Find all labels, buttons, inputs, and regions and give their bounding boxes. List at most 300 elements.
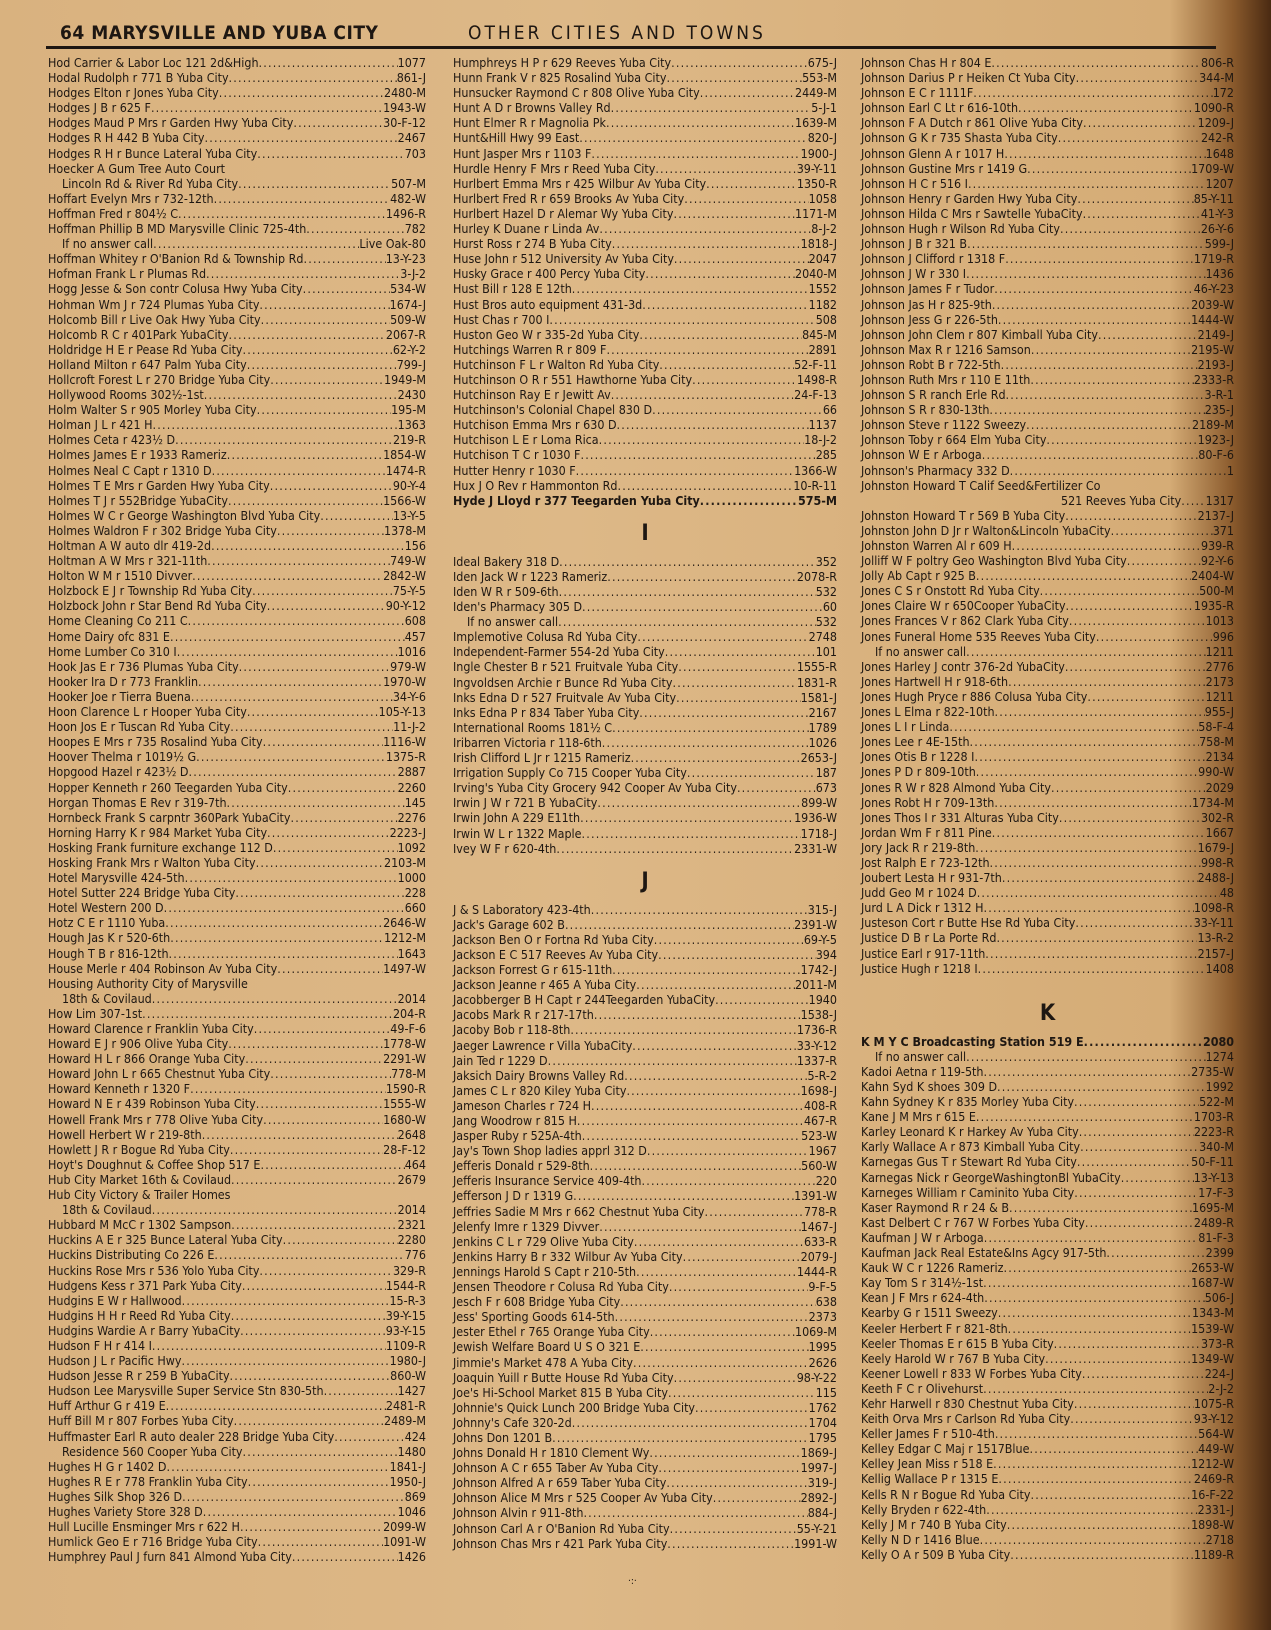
dot-leader [230, 1142, 383, 1157]
listing-phone: 464 [404, 1156, 426, 1172]
listing-row [453, 1460, 837, 1475]
listing-phone: 2891 [808, 341, 837, 357]
listing-phone: 49-F-6 [390, 1021, 426, 1036]
listing-phone: 93-Y-15 [385, 1322, 426, 1338]
listing-name: Johnson Earl C Lt r 616-10th [861, 100, 1019, 116]
listing-name: Kellig Wallace P r 1315 E [861, 1471, 999, 1487]
listing-name: Justeson Cort r Butte Hse Rd Yuba City [861, 915, 1076, 931]
listing-name: Jones Hugh Pryce r 886 Colusa Yuba City [861, 688, 1088, 704]
dot-leader [235, 885, 404, 900]
listing-phone: 24-F-13 [794, 387, 837, 403]
listing-row [48, 130, 426, 145]
dot-leader [612, 962, 800, 977]
listing-phone: 319-J [807, 1475, 837, 1491]
listing-name: Howell Herbert W r 219-8th [48, 1126, 202, 1142]
listing-phone: 860-W [390, 1368, 426, 1384]
listing-row [861, 387, 1234, 402]
listing-row [453, 1083, 837, 1098]
listing-phone: 1069-M [794, 1324, 837, 1340]
listing-row [861, 1170, 1234, 1185]
listing-name: Hotel Sutter 224 Bridge Yuba City [48, 885, 236, 901]
dot-leader [633, 1355, 809, 1370]
listing-name: Karly Wallace A r 873 Kimball Yuba City [861, 1139, 1081, 1155]
dot-leader [293, 115, 383, 130]
listing-phone: 2648 [397, 1126, 426, 1142]
listing-row [48, 810, 426, 825]
dot-leader [597, 795, 801, 810]
listing-phone: 599-J [1204, 236, 1234, 252]
listing-name: Holmes Ceta r 423½ D [48, 432, 176, 448]
listing-row [48, 1217, 426, 1232]
listing-row [453, 432, 837, 447]
listing-phone: 1090-R [1193, 100, 1234, 116]
listing-phone: 66 [822, 402, 837, 418]
dot-leader [1046, 432, 1197, 447]
listing-phone: 424 [404, 1428, 426, 1444]
listing-row [48, 1081, 426, 1096]
listing-name: Hubbard M McC r 1302 Sampson [48, 1217, 232, 1233]
listing-row [453, 1068, 837, 1083]
listing-row [48, 915, 426, 930]
listing-phone: 13-Y-13 [1193, 1169, 1234, 1185]
listing-name: Hodges Maud P Mrs r Garden Hwy Yuba City [48, 115, 294, 131]
dot-leader [973, 85, 1212, 100]
listing-row [861, 402, 1234, 417]
listing-row [453, 417, 837, 432]
listing-row [48, 176, 426, 191]
listing-phone: 1436 [1205, 266, 1234, 282]
listing-row [453, 206, 837, 221]
dot-leader [254, 1021, 391, 1036]
dot-leader [1027, 161, 1191, 176]
listing-phone: 2481-R [385, 1398, 426, 1414]
listing-row [453, 1430, 837, 1445]
listing-row [48, 312, 426, 327]
listing-name: Johnson S R ranch Erle Rd [861, 387, 1006, 403]
listing-row [453, 992, 837, 1007]
listing-name: Irwin W L r 1322 Maple [453, 825, 582, 841]
listing-row [48, 1504, 426, 1519]
listing-phone: 1841-J [389, 1458, 426, 1474]
listing-row [48, 342, 426, 357]
listing-phone: 884-J [807, 1505, 837, 1521]
listing-row [861, 644, 1234, 659]
dot-leader [277, 523, 384, 538]
listing-name: Hunt Elmer R r Magnolia Pk [453, 115, 606, 131]
listing-name: Jackson Forrest G r 615-11th [453, 962, 613, 978]
dot-leader [582, 1128, 801, 1143]
dot-leader [247, 357, 397, 372]
listing-row [861, 825, 1234, 840]
listing-phone: 1026 [808, 734, 837, 750]
listing-row [48, 387, 426, 402]
listing-row [861, 417, 1234, 432]
listing-row [453, 251, 837, 266]
listing-row [48, 825, 426, 840]
listing-name: Hutchison T C r 1030 F [453, 447, 581, 463]
listing-name: Johnson F A Dutch r 861 Olive Yuba City [861, 115, 1083, 131]
listing-phone: 242-R [1200, 130, 1234, 146]
dot-leader [182, 1489, 405, 1504]
listing-phone: 90-Y-4 [392, 477, 426, 493]
column-1 [48, 55, 426, 1564]
dot-leader [207, 553, 390, 568]
dot-leader [713, 1490, 801, 1505]
listing-phone: 2333-R [1193, 371, 1234, 387]
listing-phone: 2646-W [383, 915, 426, 931]
listing-name: Jones L I r Linda [861, 719, 950, 735]
dot-leader [995, 1426, 1198, 1441]
dot-leader [674, 251, 809, 266]
dot-leader [1002, 870, 1198, 885]
dot-leader [1076, 70, 1199, 85]
listing-phone: 1 [1226, 462, 1234, 478]
listing-row [861, 1411, 1234, 1426]
listing-name: Hull Lucille Ensminger Mrs r 622 H [48, 1519, 240, 1535]
dot-leader [175, 432, 393, 447]
listing-phone: 15-R-3 [389, 1292, 426, 1308]
listing-phone: 2260 [397, 779, 426, 795]
listing-row [861, 191, 1234, 206]
listing-row [453, 735, 837, 750]
listing-row [861, 734, 1234, 749]
listing-row [861, 613, 1234, 628]
dot-leader [198, 674, 383, 689]
dot-leader [1001, 357, 1198, 372]
listing-phone: 1943-W [383, 100, 426, 116]
dot-leader [1060, 221, 1201, 236]
listing-name-line: Johnston Howard T Calif Seed&Fertilizer Co [861, 477, 1101, 493]
listing-name: Kehr Harwell r 830 Chestnut Yuba City [861, 1395, 1074, 1411]
listing-phone: 2014 [397, 1202, 426, 1218]
listing-name: Holmes Waldron F r 302 Bridge Yuba City [48, 522, 277, 538]
listing-phone: 2137-J [1197, 507, 1234, 523]
listing-phone: 1207 [1205, 175, 1234, 191]
listing-name: 521 Reeves Yuba City [1061, 492, 1182, 508]
listing-phone: 1189-R [1193, 1546, 1234, 1562]
listing-name: Hub City Market 16th & Covilaud [48, 1171, 232, 1187]
listing-phone: 939-R [1200, 538, 1234, 553]
dot-leader [986, 1502, 1197, 1517]
listing-phone: 507-M [391, 175, 426, 191]
listing-row [861, 1079, 1234, 1094]
dot-leader [164, 900, 405, 915]
listing-row [48, 1278, 426, 1293]
listing-name: Joubert Lesta H r 931-7th [861, 870, 1002, 886]
listing-phone: 8-J-2 [811, 221, 837, 237]
listing-name: Jesch F r 608 Bridge Yuba City [453, 1294, 621, 1310]
dot-leader [1077, 191, 1193, 206]
listing-phone: 482-W [390, 190, 426, 206]
listing-phone: 2404-W [1191, 568, 1234, 584]
listing-phone: 758-M [1199, 734, 1234, 750]
dot-leader [192, 568, 383, 583]
listing-row [861, 629, 1234, 644]
listing-name: Kaufman Jack Real Estate&Ins Agcy 917-5th [861, 1245, 1107, 1261]
dot-leader [668, 1385, 816, 1400]
listing-phone: 1936-W [794, 810, 837, 826]
listing-name: Johnson Jas H r 825-9th [861, 296, 992, 312]
listing-name: Johnson W E r Arboga [861, 447, 982, 463]
listing-name: Residence 560 Cooper Yuba City [62, 1443, 243, 1459]
listing-row [453, 372, 837, 387]
listing-row [861, 146, 1234, 161]
listing-row [861, 176, 1234, 191]
listing-name: Howard Kenneth r 1320 F [48, 1081, 191, 1097]
listing-name-line: Hoecker A Gum Tree Auto Court [48, 160, 226, 176]
listing-name: Hudgins Wardie A r Barry YubaCity [48, 1322, 241, 1338]
listing-row [453, 478, 837, 493]
listing-name: Holcomb Bill r Live Oak Hwy Yuba City [48, 311, 261, 327]
listing-name: Huckins A E r 325 Bunce Lateral Yuba City [48, 1232, 283, 1248]
listing-row [453, 720, 837, 735]
listing-row [861, 946, 1234, 961]
listing-row [861, 236, 1234, 251]
dot-leader [976, 764, 1198, 779]
dot-leader [580, 447, 815, 462]
listing-row [48, 795, 426, 810]
dot-leader [177, 644, 398, 659]
dot-leader [989, 402, 1204, 417]
listing-phone: 1900-J [800, 145, 837, 161]
dot-leader [219, 85, 384, 100]
dot-leader [706, 176, 797, 191]
listing-row [453, 977, 837, 992]
listing-phone: 1375-R [385, 749, 426, 765]
listing-phone: 1378-M [383, 522, 426, 538]
dot-leader [166, 1398, 386, 1413]
listing-name: Huston Geo W r 335-2d Yuba City [453, 326, 640, 342]
dot-leader [259, 297, 389, 312]
listing-row [861, 1517, 1234, 1532]
dot-leader [615, 1309, 809, 1324]
listing-row [453, 1098, 837, 1113]
dot-leader [206, 266, 400, 281]
dot-leader [1008, 674, 1206, 689]
listing-name: Jones P D r 809-10th [861, 764, 976, 780]
listing-phone: 16-F-22 [1191, 1486, 1234, 1502]
listing-name: Holm Walter S r 905 Morley Yuba City [48, 402, 257, 418]
listing-name: Hudson J L r Pacific Hwy [48, 1353, 182, 1369]
listing-phone: 1590-R [385, 1081, 426, 1097]
listing-phone: 799-J [396, 356, 426, 372]
dot-leader [1007, 1517, 1191, 1532]
listing-name: Home Lumber Co 310 I [48, 643, 177, 659]
listing-phone: 371 [1212, 522, 1234, 538]
dot-leader [1074, 1094, 1199, 1109]
listing-row [453, 917, 837, 932]
listing-name: Johnson Glenn A r 1017 H [861, 145, 1005, 161]
listing-row [861, 1245, 1234, 1260]
listing-row [48, 432, 426, 447]
listing-name: Jones L Elma r 822-10th [861, 704, 995, 720]
listing-phone: 41-Y-3 [1200, 205, 1234, 221]
listing-name: Karneges William r Caminito Yuba City [861, 1184, 1075, 1200]
listing-phone: 2291-W [383, 1051, 426, 1067]
listing-phone: 1643 [397, 945, 426, 961]
dot-leader [1029, 1441, 1198, 1456]
listing-row [861, 810, 1234, 825]
listing-name: Jones Harley J contr 376-2d YubaCity [861, 658, 1065, 674]
listing-phone: 1544-R [385, 1277, 426, 1293]
listing-row [861, 1381, 1234, 1396]
listing-phone: 996 [1212, 628, 1234, 644]
listing-row [453, 659, 837, 674]
dot-leader [229, 327, 386, 342]
listing-row [48, 1459, 426, 1474]
listing-phone: 1092 [397, 839, 426, 855]
dot-leader [666, 1475, 807, 1490]
listing-phone: 1667 [1205, 824, 1234, 840]
listing-name: Kauk W C r 1226 Rameriz [861, 1260, 1004, 1276]
dot-leader [666, 70, 802, 85]
listing-row [861, 1215, 1234, 1230]
listing-name: Jones Frances V r 862 Clark Yuba City [861, 613, 1069, 629]
listing-phone: 1337-R [796, 1052, 837, 1068]
listing-row [48, 1232, 426, 1247]
listing-phone: 1818-J [800, 236, 837, 252]
listing-name: Johnson Max R r 1216 Samson [861, 341, 1031, 357]
listing-phone: 1698-J [800, 1082, 837, 1098]
listing-row [861, 1154, 1234, 1169]
listing-name: Jefferson J D r 1319 G [453, 1188, 574, 1204]
listing-name: Keeler Herbert F r 821-8th [861, 1320, 1008, 1336]
listing-phone: 1923-J [1197, 432, 1234, 448]
dot-leader [976, 1109, 1194, 1124]
listing-phone: 1762 [808, 1399, 837, 1415]
dot-leader [205, 130, 398, 145]
listing-phone: 2735-W [1191, 1063, 1234, 1079]
listing-phone: 660 [404, 900, 426, 916]
dot-leader [1069, 613, 1206, 628]
dot-leader [984, 1290, 1204, 1305]
listing-name: Huse John r 512 University Av Yuba City [453, 251, 674, 267]
listing-phone: 1778-W [383, 1036, 426, 1052]
listing-row [453, 1128, 837, 1143]
listing-phone: 34-Y-6 [392, 688, 426, 704]
listing-row [48, 991, 426, 1006]
listing-phone: 1496-R [385, 205, 426, 221]
listing-phone: 990-W [1198, 764, 1234, 780]
listing-name: Hutter Henry r 1030 F [453, 462, 576, 478]
listing-row [453, 161, 837, 176]
listing-row [861, 1064, 1234, 1079]
listing-phone: 1211 [1205, 688, 1234, 704]
listing-row [453, 1370, 837, 1385]
listing-phone: 13-Y-5 [392, 507, 426, 523]
listing-phone: 1854-W [383, 447, 426, 463]
listing-phone: 1831-R [796, 674, 837, 690]
dot-leader [985, 946, 1197, 961]
dot-leader [620, 1294, 816, 1309]
listing-phone: 2331-W [794, 840, 837, 856]
listing-row [453, 1113, 837, 1128]
listing-name: Johnson Hugh r Wilson Rd Yuba City [861, 221, 1061, 237]
dot-leader [324, 1383, 398, 1398]
dot-leader [576, 463, 794, 478]
listing-row [48, 855, 426, 870]
listing-phone: 1212-M [383, 930, 426, 946]
listing-name: Hyde J Lloyd r 377 Teegarden Yuba City [453, 492, 700, 508]
listing-phone: 1408 [1205, 960, 1234, 976]
listing-row [861, 1547, 1234, 1562]
dot-leader [695, 1400, 809, 1415]
dot-leader [559, 554, 816, 569]
listing-phone: 50-F-11 [1191, 1154, 1234, 1170]
listing-row [453, 191, 837, 206]
listing-name: Hurdle Henry F Mrs r Reed Yuba City [453, 160, 656, 176]
listing-name: Hopper Kenneth r 260 Teegarden Yuba City [48, 779, 288, 795]
listing-name: Hogg Jesse & Son contr Colusa Hwy Yuba City [48, 281, 303, 297]
listing-phone: 58-F-4 [1198, 719, 1234, 735]
listing-phone: 523-W [801, 1128, 837, 1144]
listing-row [48, 1112, 426, 1127]
listing-name: Jurd L A Dick r 1312 H [861, 900, 984, 916]
listing-name: Jasper Ruby r 525A-4th [453, 1128, 582, 1144]
listing-name: Humphrey Paul J furn 841 Almond Yuba City [48, 1549, 292, 1565]
listing-name: Kelly Bryden r 622-4th [861, 1501, 987, 1517]
dot-leader [1066, 598, 1194, 613]
listing-name: Jefferis Insurance Service 409-4th [453, 1173, 642, 1189]
listing-row [453, 266, 837, 281]
listing-name: Irrigation Supply Co 715 Cooper Yuba City [453, 765, 687, 781]
listing-name: Johnson H C r 516 I [861, 175, 968, 191]
dot-leader [1065, 659, 1206, 674]
listing-row [861, 251, 1234, 266]
listing-phone: 806-R [1200, 55, 1234, 70]
listing-name: Johnson Chas Mrs r 421 Park Yuba City [453, 1535, 668, 1551]
dot-leader [673, 206, 795, 221]
dot-leader [1058, 130, 1201, 145]
listing-row [48, 1202, 426, 1217]
listing-row [48, 372, 426, 387]
dot-leader [231, 1172, 398, 1187]
dot-leader [248, 1474, 390, 1489]
listing-phone: 1555-W [383, 1096, 426, 1112]
listing-row [453, 765, 837, 780]
dot-leader [659, 357, 794, 372]
listing-name: J & S Laboratory 423-4th [453, 901, 591, 917]
listing-phone: 1016 [397, 643, 426, 659]
listing-name: Joaquin Yuill r Butte House Rd Yuba City [453, 1369, 674, 1385]
dot-leader [1051, 780, 1206, 795]
listing-name: Howard Clarence r Franklin Yuba City [48, 1021, 254, 1036]
listing-name: Holzbock John r Star Bend Rd Yuba City [48, 598, 267, 614]
dot-leader [611, 100, 812, 115]
listing-row [48, 1066, 426, 1081]
listing-phone: 1898-W [1191, 1516, 1234, 1532]
listing-name: Johnson Toby r 664 Elm Yuba City [861, 432, 1047, 448]
listing-phone: 2167 [808, 704, 837, 720]
listing-phone: 98-Y-22 [796, 1369, 837, 1385]
listing-phone: 1182 [808, 296, 837, 312]
listing-phone: 778-R [803, 1203, 837, 1219]
dot-leader [270, 1066, 391, 1081]
dot-leader [1026, 417, 1192, 432]
listing-name: Johnson's Pharmacy 332 D [861, 462, 1010, 478]
listing-phone: 1474-R [385, 462, 426, 478]
listing-name: Jess' Sporting Goods 614-5th [453, 1309, 615, 1325]
dot-leader [170, 930, 384, 945]
dot-leader [152, 1338, 386, 1353]
dot-leader [606, 115, 795, 130]
listing-name: Jackson Jeanne r 465 A Yuba City [453, 977, 637, 993]
dot-leader [303, 251, 385, 266]
listing-name: Hodges Elton r Jones Yuba City [48, 85, 219, 101]
dot-leader [240, 1323, 386, 1338]
listing-name: Jordan Wm F r 811 Pine [861, 824, 992, 840]
listing-phone: 1719-R [1193, 251, 1234, 267]
